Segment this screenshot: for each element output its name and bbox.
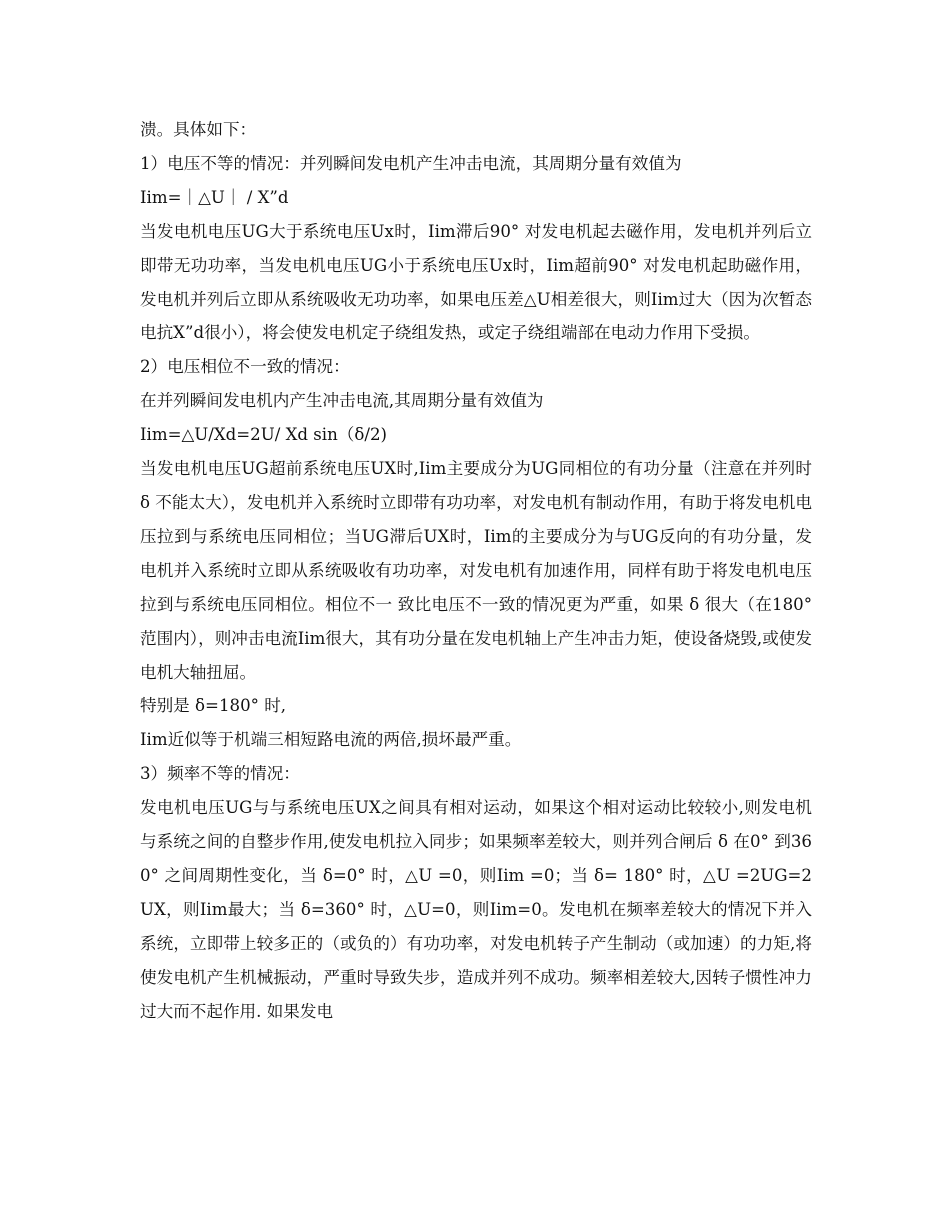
document-body bbox=[140, 113, 812, 1028]
paragraph-special-case: 特别是 δ=180° 时, bbox=[140, 696, 287, 716]
paragraph-formula-phase: Iim=△U/Xd=2U/ Xd sin（δ/2) bbox=[140, 425, 388, 445]
paragraph-voltage-unequal-heading: 1）电压不等的情况：并列瞬间发电机产生冲击电流，其周期分量有效值为 bbox=[140, 153, 682, 173]
paragraph-voltage-explanation: 当发电机电压UG大于系统电压Ux时，Iim滞后90° 对发电机起去磁作用，发电机并列后立即带无功功率，当发电机电压UG小于系统电压Ux时，Iim超前90° 对发电机起助磁作用，发电机并列后立即从系统吸收无功功率，如果电压差△U相差很大，则Iim过大（因为次暂态电抗X”d很小），将会使发电机定子绕组发热，或定子绕组端部在电动力作用下受损。 bbox=[140, 221, 812, 343]
paragraph-phase-explanation: 当发电机电压UG超前系统电压UX时,Iim主要成分为UG同相位的有功分量（注意在并列时 δ 不能太大），发电机并入系统时立即带有功功率，对发电机有制动作用，有助于将发电机电压拉到与系统电压同相位；当UG滞后UX时，Iim的主要成分为与UG反向的有功分量，发电机并入系统时立即从系统吸收有功功率，对发电机有加速作用，同样有助于将发电机电压拉到与系统电压同相位。相位不一 致比电压不一致的情况更为严重，如果 δ 很大（在180° 范围内），则冲击电流Iim很大，其有功分量在发电机轴上产生冲击力矩，使设备烧毁,或使发电机大轴扭屈。 bbox=[140, 459, 812, 682]
paragraph-formula-voltage: Iim=｜△U｜ / X”d bbox=[140, 187, 289, 207]
paragraph-frequency-explanation: 发电机电压UG与与系统电压UX之间具有相对运动，如果这个相对运动比较较小,则发电机与系统之间的自整步作用,使发电机拉入同步；如果频率差较大，则并列合闸后 δ 在0° 到360° 之间周期性变化，当 δ=0° 时，△U =0，则Iim =0；当 δ= 180° 时，△U =2UG=2UX，则Iim最大；当 δ=360° 时，△U=0，则Iim=0。发电机在频率差较大的情况下并入系统，立即带上较多正的（或负的）有功功率，对发电机转子产生制动（或加速）的力矩,将使发电机产生机械振动，严重时导致失步，造成并列不成功。频率相差较大,因转子惯性冲力过大而不起作用. 如果发电 bbox=[140, 798, 812, 1021]
paragraph-continuation: 溃。具体如下： bbox=[140, 120, 257, 139]
paragraph-special-case-result: Iim近似等于机端三相短路电流的两倍,损坏最严重。 bbox=[140, 730, 522, 750]
paragraph-phase-intro: 在并列瞬间发电机内产生冲击电流,其周期分量有效值为 bbox=[140, 391, 544, 411]
paragraph-phase-heading: 2）电压相位不一致的情况： bbox=[140, 357, 350, 377]
paragraph-frequency-heading: 3）频率不等的情况： bbox=[140, 764, 300, 784]
